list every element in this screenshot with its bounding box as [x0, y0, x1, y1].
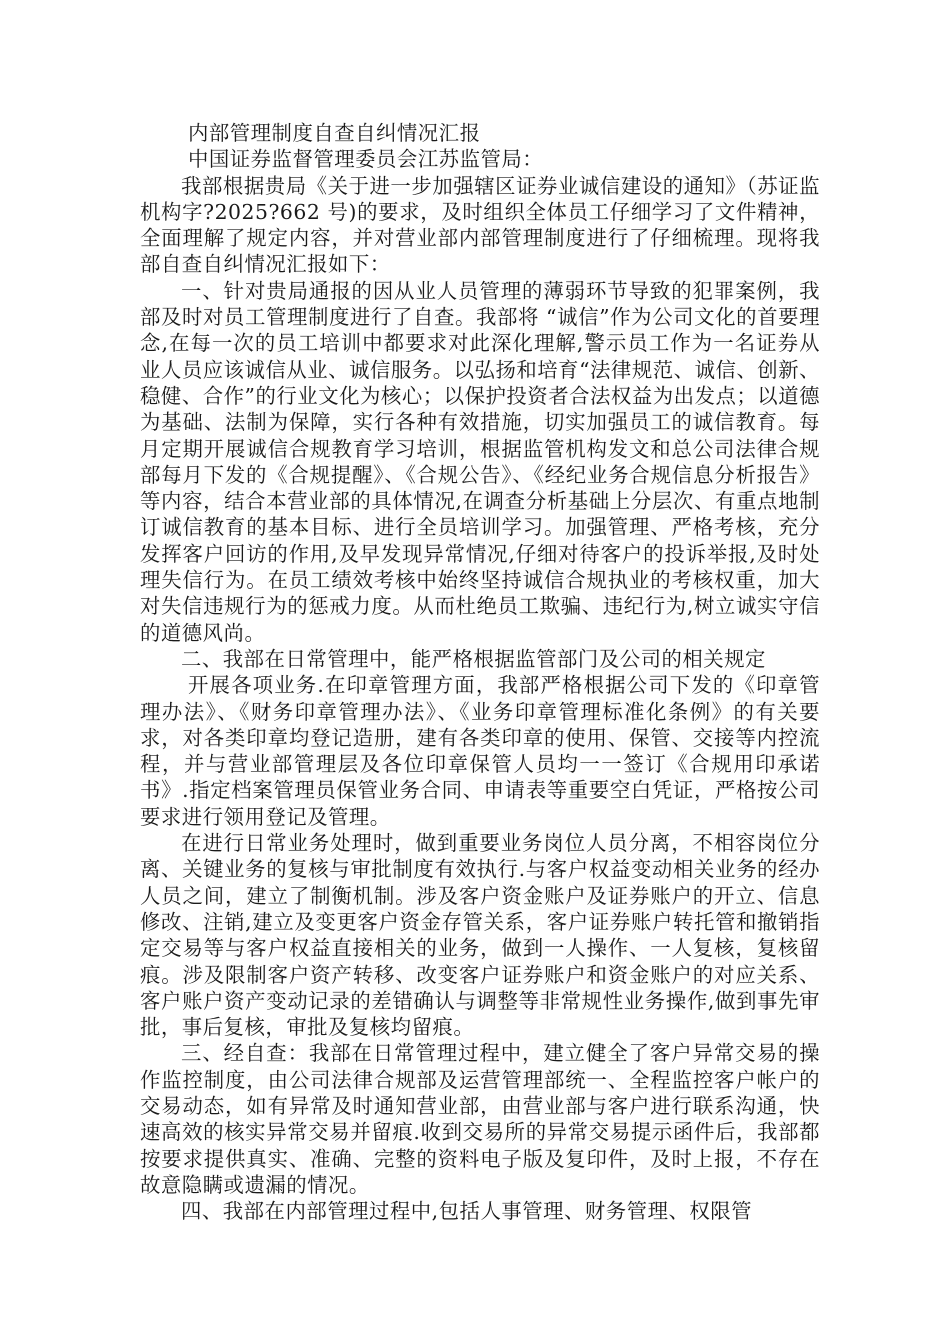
paragraph-section-2-lead: 二、我部在日常管理中，能严格根据监管部门及公司的相关规定 [181, 646, 766, 671]
paragraph-section-3: 三、经自查：我部在日常管理过程中，建立健全了客户异常交易的操作监控制度，由公司法律合规部及运营管理部统一、全程监控客户帐户的交易动态，如有异常及时通知营业部，由营业部与客户进行联系沟通，快速高效的核实异常交易并留痕.收到交易所的异常交易提示函件后，我部都按要求提供真实、准确、完整的资料电子版及复印件，及时上报，不存在故意隐瞒或遗漏的情况。 [140, 1041, 820, 1197]
document-title: 内部管理制度自查自纠情况汇报 [188, 121, 481, 145]
paragraph-intro: 我部根据贵局《关于进一步加强辖区证券业诚信建设的通知》（苏证监机构字?2025?662 号)的要求，及时组织全体员工仔细学习了文件精神，全面理解了规定内容，并对营业部内部管理制度进行了仔细梳理。现将我部自查自纠情况汇报如下： [140, 173, 820, 277]
paragraph-business-handling: 在进行日常业务处理时，做到重要业务岗位人员分离，不相容岗位分离、关键业务的复核与审批制度有效执行.与客户权益变动相关业务的经办人员之间，建立了制衡机制。涉及客户资金账户及证券账户的开立、信息修改、注销,建立及变更客户资金存管关系，客户证券账户转托管和撤销指定交易等与客户权益直接相关的业务，做到一人操作、一人复核，复核留痕。涉及限制客户资产转移、改变客户证券账户和资金账户的对应关系、客户账户资产变动记录的差错确认与调整等非常规性业务操作,做到事先审批，事后复核，审批及复核均留痕。 [140, 831, 820, 1040]
document-body [140, 120, 820, 1224]
paragraph-section-4: 四、我部在内部管理过程中,包括人事管理、财务管理、权限管 [181, 1199, 753, 1224]
paragraph-section-1: 一、针对贵局通报的因从业人员管理的薄弱环节导致的犯罪案例，我部及时对员工管理制度进行了自查。我部将 “诚信”作为公司文化的首要理念,在每一次的员工培训中都要求对此深化理解,警示员工作为一名证券从业人员应该诚信从业、诚信服务。以弘扬和培育“法律规范、诚信、创新、稳健、合作”的行业文化为核心；以保护投资者合法权益为出发点；以道德为基础、法制为保障，实行各种有效措施，切实加强员工的诚信教育。每月定期开展诚信合规教育学习培训，根据监管机构发文和总公司法律合规部每月下发的《合规提醒》、《合规公告》、《经纪业务合规信息分析报告》等内容，结合本营业部的具体情况,在调查分析基础上分层次、有重点地制订诚信教育的基本目标、进行全员培训学习。加强管理、严格考核，充分发挥客户回访的作用,及早发现异常情况,仔细对待客户的投诉举报,及时处理失信行为。在员工绩效考核中始终坚持诚信合规执业的考核权重，加大对失信违规行为的惩戒力度。从而杜绝员工欺骗、违纪行为,树立诚实守信的道德风尚。 [140, 278, 820, 645]
paragraph-section-2-body: 开展各项业务.在印章管理方面，我部严格根据公司下发的《印章管理办法》、《财务印章管理办法》、《业务印章管理标准化条例》的有关要求，对各类印章均登记造册，建有各类印章的使用、保管、交接等内控流程，并与营业部管理层及各位印章保管人员均一一签订《合规用印承诺书》.指定档案管理员保管业务合同、申请表等重要空白凭证，严格按公司要求进行领用登记及管理。 [140, 673, 820, 829]
addressee-line: 中国证券监督管理委员会江苏监管局： [188, 147, 544, 172]
